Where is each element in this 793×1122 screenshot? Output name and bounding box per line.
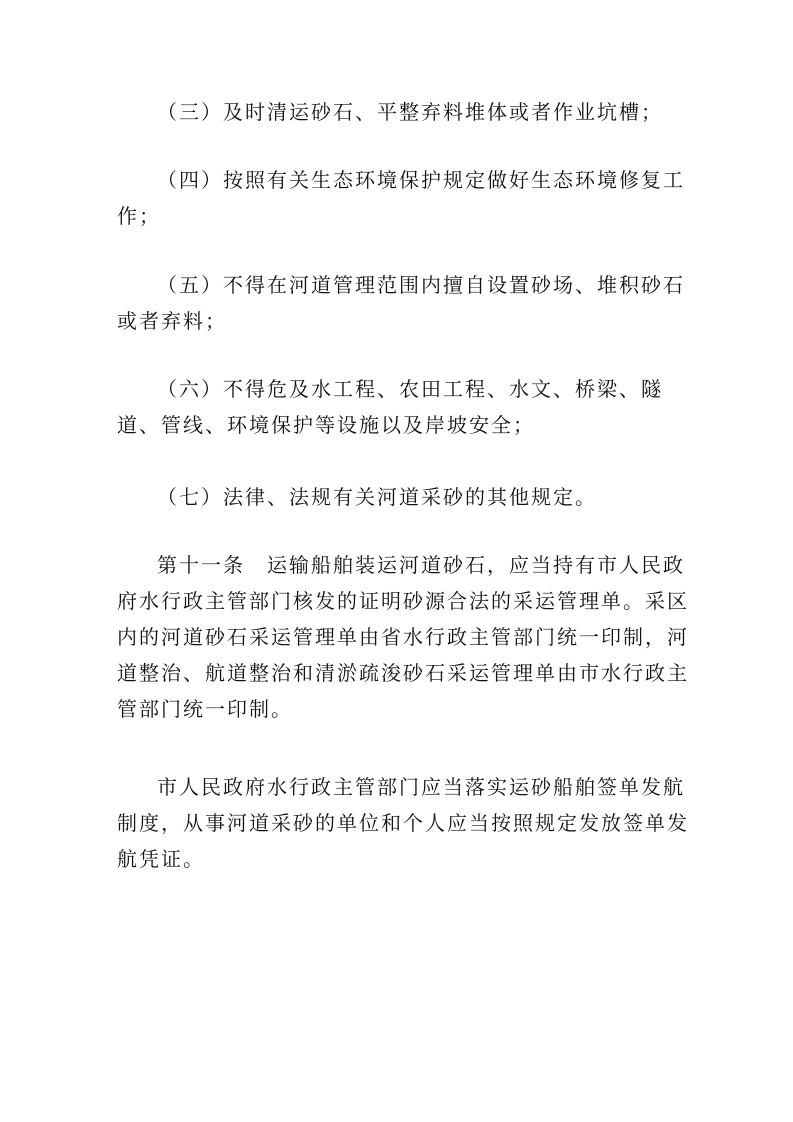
article-11-second-paragraph: 市人民政府水行政主管部门应当落实运砂船舶签单发航制度，从事河道采砂的单位和个人应当按照规定发放签单发航凭证。 — [117, 775, 689, 871]
paragraph-item-7: （七）法律、法规有关河道采砂的其他规定。 — [157, 485, 597, 509]
paragraph-item-6: （六）不得危及水工程、农田工程、水文、桥梁、隧道、管线、环境保护等设施以及岸坡安全； — [117, 377, 663, 437]
paragraph-item-4: （四）按照有关生态环境保护规定做好生态环境修复工作； — [117, 168, 685, 228]
paragraph-item-5: （五）不得在河道管理范围内擅自设置砂场、堆积砂石或者弃料； — [117, 273, 685, 333]
paragraph-item-3: （三）及时清运砂石、平整弃料堆体或者作业坑槽； — [157, 100, 663, 124]
article-11-paragraph: 第十一条 运输船舶装运河道砂石，应当持有市人民政府水行政主管部门核发的证明砂源合法的采运管理单。采区内的河道砂石采运管理单由省水行政主管部门统一印制，河道整治、航道整治和清淤疏浚砂石采运管理单由市水行政主管部门统一印制。 — [117, 553, 689, 721]
